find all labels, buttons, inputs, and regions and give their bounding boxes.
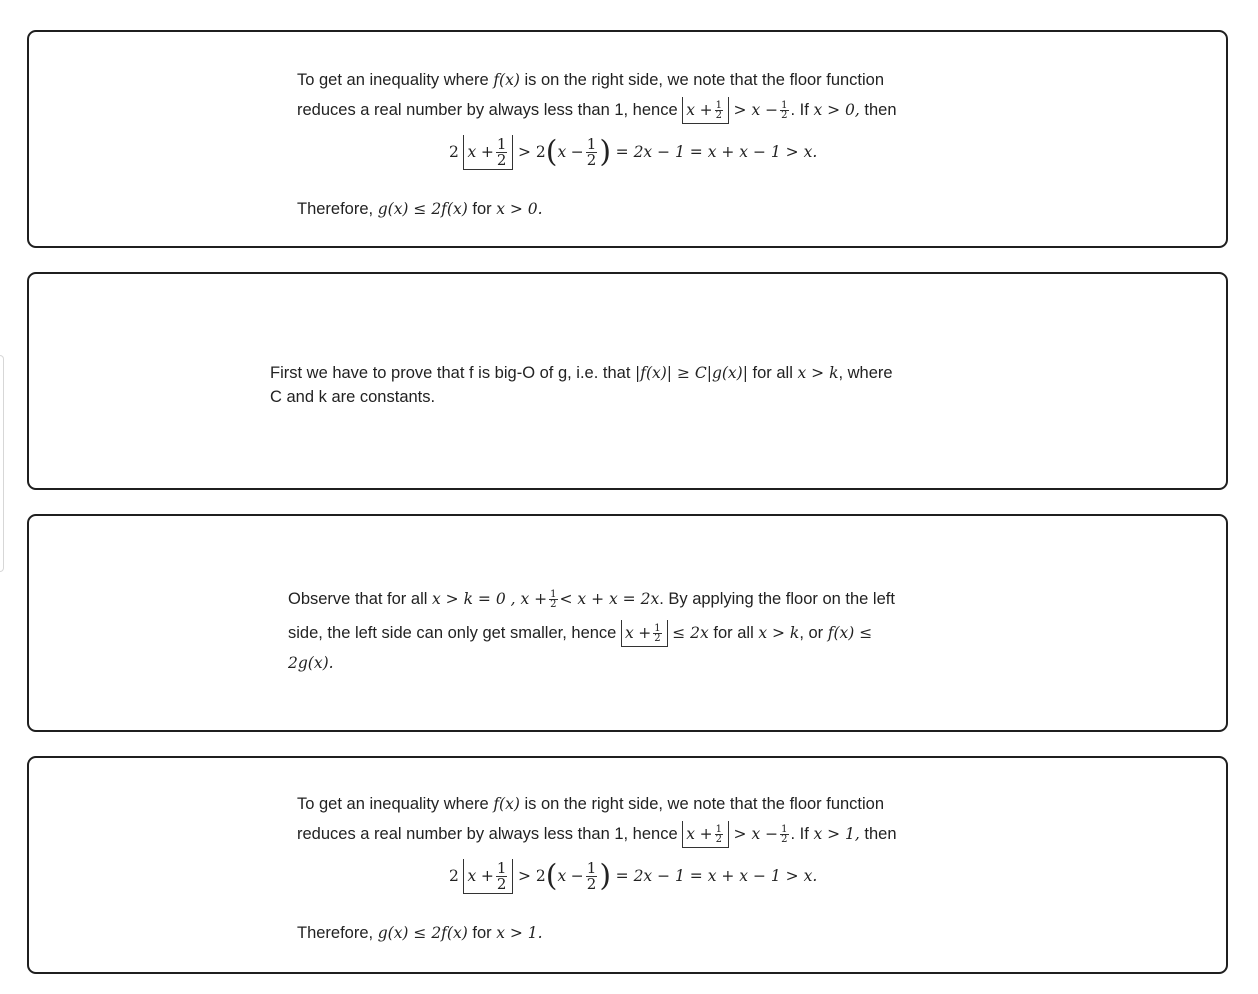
text: is on the right side, we note that the floor function <box>524 71 885 89</box>
answer-option-1[interactable] <box>27 30 1228 248</box>
floor-expression: x + $\frac{1}{2}$ <box>621 620 668 647</box>
text: then <box>864 101 897 119</box>
answer-option-3[interactable] <box>27 514 1228 732</box>
math-cond: x > 0, <box>813 101 860 119</box>
card3-line1: Observe that for all x > k = 0 , x + $\frac{1}{2}$ < x + x = 2x. By applying the floor on the left <box>288 589 895 611</box>
text: reduces a real number by always less than 1, hence <box>297 101 678 119</box>
math-fx: f(x) <box>493 71 520 89</box>
card4-display-eq: 2 x + $\frac{1}{2}$ > 2(x − $\frac{1}{2}$ ) = 2x − 1 = x + x − 1 > x. <box>449 858 818 894</box>
answer-option-2[interactable] <box>27 272 1228 490</box>
side-panel-edge <box>0 355 4 572</box>
card4-therefore: Therefore, g(x) ≤ 2f(x) for x > 1. <box>297 924 543 942</box>
text: . If <box>790 101 809 119</box>
card4-line2: reduces a real number by always less than 1, hence x + $\frac{1}{2}$ > x − $\frac{1}{2}$ . If x > 1, then <box>297 819 897 849</box>
card3-line2: side, the left side can only get smaller, hence x + $\frac{1}{2}$ ≤ 2x for all x > k, or f(x) ≤ <box>288 618 872 648</box>
card1-display-eq: 2 x + $\frac{1}{2}$ > 2(x − $\frac{1}{2}$ ) = 2x − 1 = x + x − 1 > x. <box>449 134 818 170</box>
card1-therefore: Therefore, g(x) ≤ 2f(x) for x > 0. <box>297 200 543 218</box>
floor-expression: x + $\frac{1}{2}$ <box>682 821 729 848</box>
text: To get an inequality where <box>297 71 489 89</box>
card1-line1 <box>297 65 884 95</box>
floor-expression: x + $\frac{1}{2}$ <box>682 97 729 124</box>
math: > x − <box>733 101 779 119</box>
card1-line2: reduces a real number by always less than 1, hence x + $\frac{1}{2}$ > x − $\frac{1}{2}$ . If x > 0, then <box>297 95 897 125</box>
card2-text: First we have to prove that f is big-O of g, i.e. that |f(x)| ≥ C|g(x)| for all x > k, where C and k are constants. <box>270 364 893 406</box>
answer-option-4[interactable] <box>27 756 1228 974</box>
card4-line1: To get an inequality where f(x) is on the right side, we note that the floor function <box>297 795 885 813</box>
card3-line3: 2g(x). <box>288 654 334 672</box>
